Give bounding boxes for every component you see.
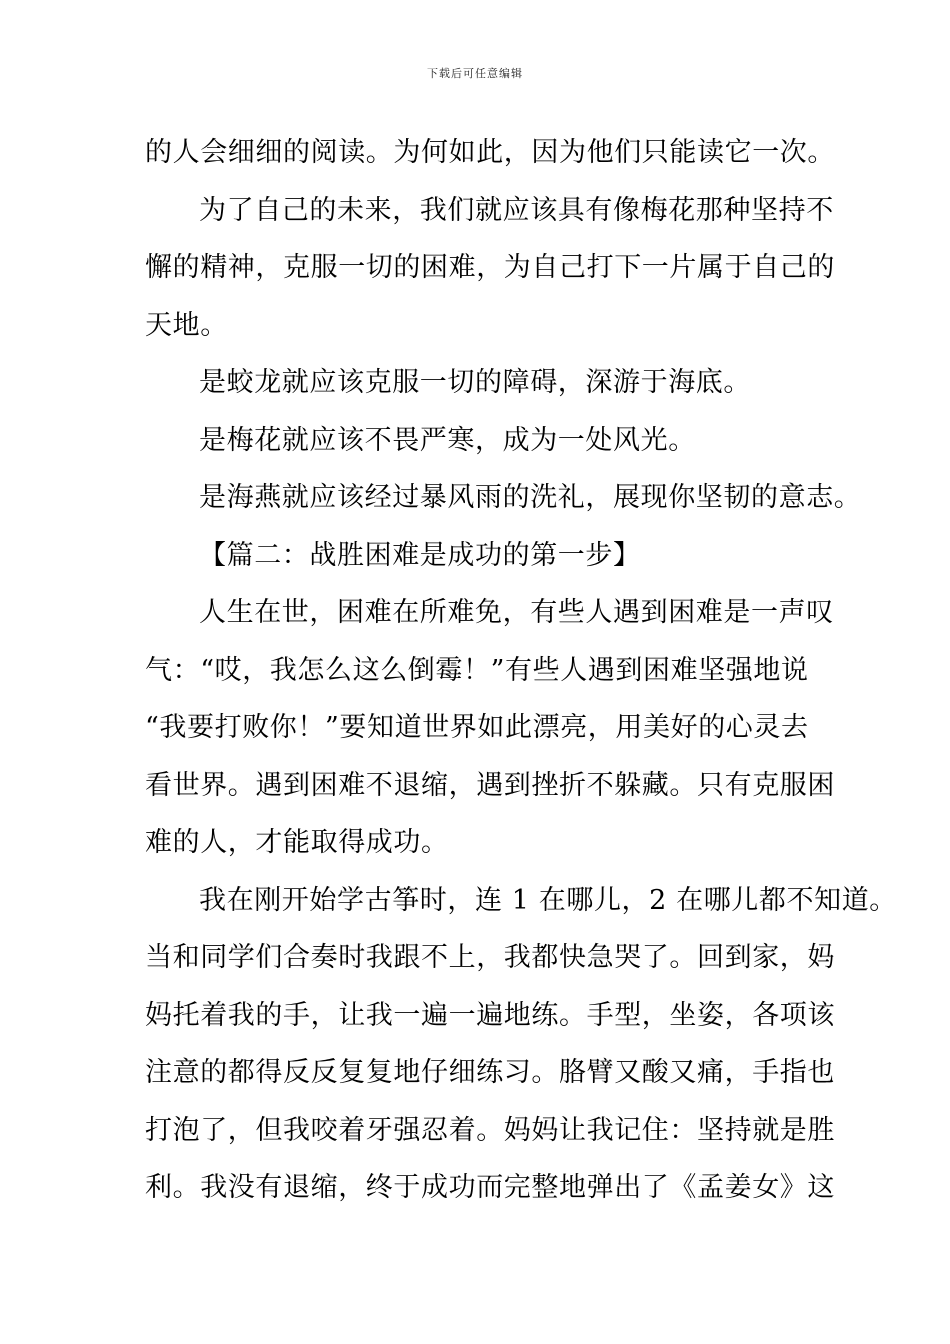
text-line: 打泡了，但我咬着牙强忍着。妈妈让我记住：坚持就是胜 [145, 1114, 835, 1146]
text-line: 当和同学们合奏时我跟不上，我都快急哭了。回到家，妈 [145, 942, 835, 973]
section-heading: 【篇二：战胜困难是成功的第一步】 [199, 539, 641, 571]
text-line: 是梅花就应该不畏严寒，成为一处风光。 [199, 424, 696, 456]
text-line: 注意的都得反反复复地仔细练习。胳臂又酸又痛，手指也 [145, 1057, 835, 1088]
text-line: 的人会细细的阅读。为何如此，因为他们只能读它一次。 [145, 137, 835, 168]
text-line: 天地。 [145, 309, 228, 341]
text-line: 人生在世，困难在所难免，有些人遇到困难是一声叹 [199, 597, 834, 628]
text-line: 是海燕就应该经过暴风雨的洗礼，展现你坚韧的意志。 [199, 482, 862, 513]
text-line: 气：“哎，我怎么这么倒霉！”有些人遇到困难坚强地说 [145, 654, 809, 686]
text-line: 难的人，才能取得成功。 [145, 827, 449, 858]
text-line: 是蛟龙就应该克服一切的障碍，深游于海底。 [199, 367, 751, 398]
text-line: “我要打败你！”要知道世界如此漂亮，用美好的心灵去 [145, 712, 809, 743]
text-line: 看世界。遇到困难不退缩，遇到挫折不躲藏。只有克服困 [145, 769, 835, 801]
text-line: 妈托着我的手，让我一遍一遍地练。手型，坐姿，各项该 [145, 999, 835, 1031]
text-line: 为了自己的未来，我们就应该具有像梅花那种坚持不 [199, 194, 834, 226]
text-line: 我在刚开始学古筝时，连 1 在哪儿，2 在哪儿都不知道。 [199, 884, 897, 916]
page-header: 下载后可任意编辑 [427, 67, 523, 80]
text-line: 懈的精神，克服一切的困难，为自己打下一片属于自己的 [145, 252, 835, 283]
document-body [145, 124, 897, 1217]
text-line: 利。我没有退缩，终于成功而完整地弹出了《孟姜女》这 [145, 1172, 835, 1203]
